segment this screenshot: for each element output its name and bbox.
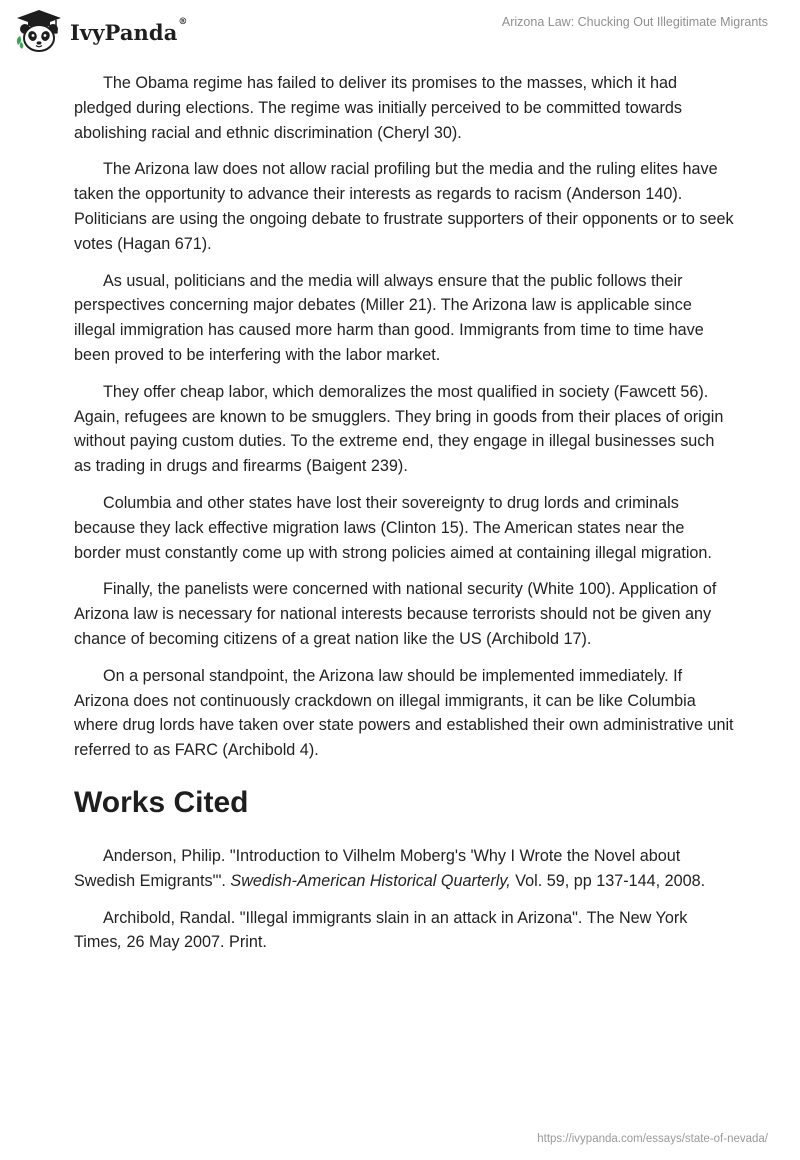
registered-mark: ® <box>178 16 188 27</box>
body-paragraph-4: They offer cheap labor, which demoralizes the most qualified in society (Fawcett 56). Again, refugees are known to be smugglers. They bring in goods from their places of origin without paying custom duties. To the extreme end, they engage in illegal businesses such as trading in drugs and firearms (Baigent 239). <box>74 382 724 476</box>
source-url[interactable]: https://ivypanda.com/essays/state-of-nevada/ <box>537 1133 768 1145</box>
citation-2-punct: , <box>117 933 122 952</box>
essay-content <box>74 71 734 967</box>
citation-1-journal: Swedish-American Historical Quarterly, <box>230 871 511 890</box>
page-header <box>0 0 800 62</box>
citation-2-text: Archibold, Randal. "Illegal immigrants slain in an attack in Arizona". The New York Times <box>74 908 688 952</box>
panda-graduate-logo-icon <box>14 9 64 53</box>
body-paragraph-2: The Arizona law does not allow racial profiling but the media and the ruling elites have taken the opportunity to advance their interests as regards to racism (Anderson 140). Politicians are using the ongoing debate to frustrate supporters of their opponents or to seek votes (Hagan 671). <box>74 160 734 253</box>
works-cited-heading: Works Cited <box>74 785 249 819</box>
body-paragraph-5: Columbia and other states have lost their sovereignty to drug lords and criminals because they lack effective migration laws (Clinton 15). The American states near the border must constantly come up with strong policies aimed at containing illegal migration. <box>74 493 712 562</box>
citation-entry-2 <box>74 906 734 956</box>
citation-2-details: 26 May 2007. Print. <box>121 933 267 952</box>
body-paragraph-7: On a personal standpoint, the Arizona law should be implemented immediately. If Arizona does not continuously crackdown on illegal immigrants, it can be like Columbia where drug lords have taken over state powers and established their own administrative unit referred to as FARC (Archibold 4). <box>74 666 734 760</box>
brand-logo[interactable] <box>14 9 188 53</box>
citation-1-details: Vol. 59, pp 137-144, 2008. <box>510 871 706 890</box>
citation-1-text: Anderson, Philip. "Introduction to Vilhelm Moberg's 'Why I Wrote the Novel about Swedish Emigrants'". <box>74 846 681 890</box>
body-paragraph-3: As usual, politicians and the media will always ensure that the public follows their perspectives concerning major debates (Miller 21). The Arizona law is applicable since illegal immigration has caused more harm than good. Immigrants from time to time have been proved to be interfering with the labor market. <box>74 271 704 364</box>
body-paragraph-1: The Obama regime has failed to deliver its promises to the masses, which it had pledged during elections. The regime was initially perceived to be committed towards abolishing racial and ethnic discrimination (Cheryl 30). <box>74 74 682 142</box>
document-title: Arizona Law: Chucking Out Illegitimate Migrants <box>501 15 768 29</box>
citation-entry-1 <box>74 844 734 894</box>
body-paragraph-6: Finally, the panelists were concerned with national security (White 100). Application of Arizona law is necessary for national interests because terrorists should not be given any chance of becoming citizens of a great nation like the US (Archibold 17). <box>74 580 717 648</box>
brand-name: IvyPanda® <box>70 16 188 45</box>
